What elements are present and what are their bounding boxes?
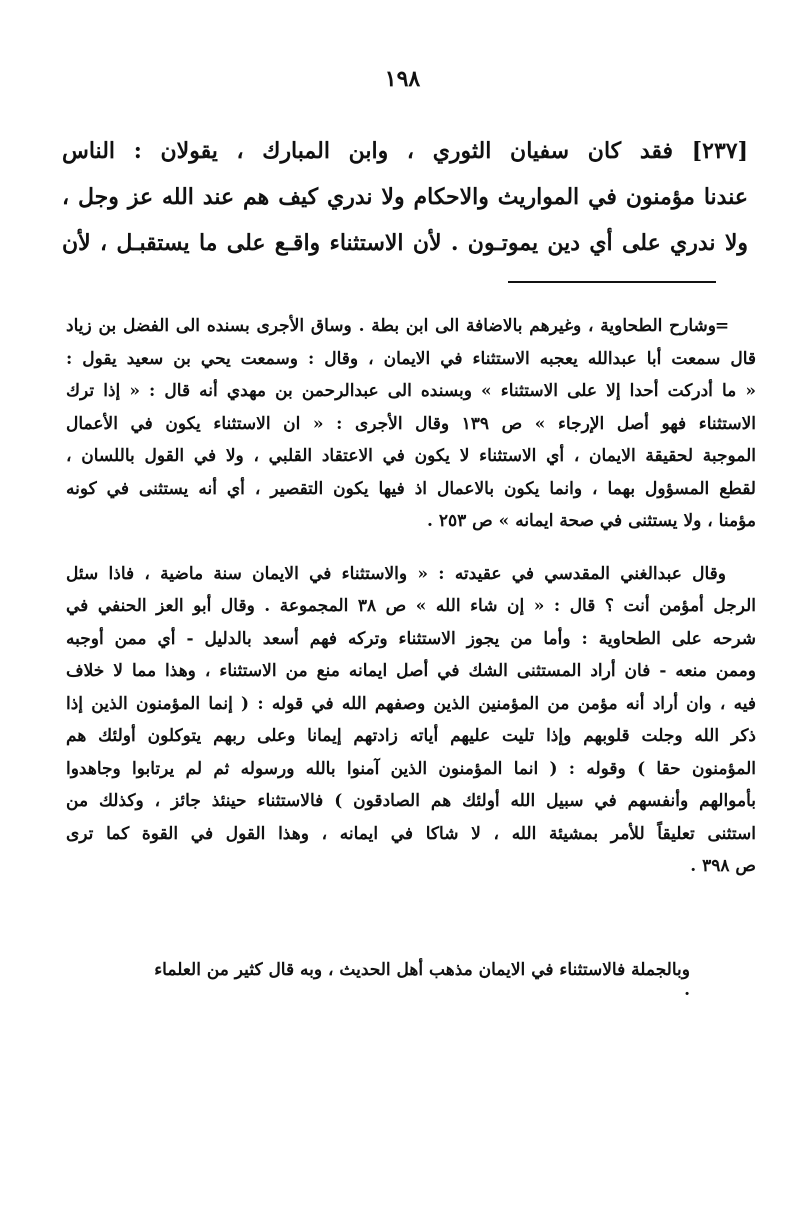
footnote-line: الاستثناء فهو أصل الإرجاء » ص ١٣٩ وقال الأجرى : « ان الاستثناء يكون في الأعمال — [66, 413, 756, 434]
footnote-paragraph-1 — [66, 310, 756, 343]
footnote-line: المؤمنون حقا ) وقوله : ( انما المؤمنون الذين آمنوا بالله ورسوله ثم لم يرتابوا وجاهدوا — [66, 758, 756, 779]
footnote-line: شرحه على الطحاوية : وأما من يجوز الاستثناء وتركه فهم أسعد بالدليل - أي ممن أوجبه — [66, 628, 756, 649]
main-text — [62, 128, 748, 266]
page-number: ١٩٨ — [384, 66, 421, 92]
footnote-paragraph-2 — [66, 558, 756, 883]
footnote-line: وقال عبدالغني المقدسي في عقيدته : « والاستثناء في الايمان سنة ماضية ، فاذا سئل — [66, 563, 726, 584]
footnote-line: « ما أدركت أحدا إلا على الاستثناء » وبسنده الى عبدالرحمن بن مهدي أنه قال : « إذا ترك — [66, 381, 756, 401]
footnote-line: مؤمنا ، ولا يستثنى في صحة ايمانه » ص ٢٥٣ . — [427, 511, 756, 531]
footnote-line: وممن منعه - فان أراد المستثنى الشك في أصل ايمانه منع من الاستثناء ، وهذا مما لا خلاف — [66, 661, 756, 681]
main-line: عندنا مؤمنون في المواريث والاحكام ولا ندري كيف هم عند الله عز وجل ، — [62, 184, 748, 210]
footnote-line: الموجبة لحقيقة الايمان ، أي الاستثناء لا يكون في الاعتقاد القلبي ، ولا في القول باللسان ، — [66, 446, 756, 466]
footnote-line: وشارح الطحاوية ، وغيرهم بالاضافة الى ابن بطة . وساق الأجرى بسنده الى الفضل بن زياد — [66, 316, 716, 336]
main-line: ولا ندري على أي دين يموتـون . لأن الاستثناء واقـع على ما يستقبـل ، لأن — [62, 230, 748, 256]
footnote-paragraph-1-cont — [66, 343, 756, 538]
footnote-line: استثنى تعليقاً للأمر بمشيئة الله ، لا شاكا في ايمانه ، وهذا القول في القوة كما ترى — [66, 823, 756, 844]
footnotes — [66, 310, 756, 883]
footnote-continuation-marker: = — [714, 316, 730, 336]
main-line: [٢٣٧] فقد كان سفيان الثوري ، وابن المبارك ، يقولان : الناس — [62, 138, 748, 164]
footnote-divider — [508, 281, 716, 283]
footnote-line: ص ٣٩٨ . — [690, 856, 756, 876]
footnote-line: قال سمعت أبا عبدالله يعجبه الاستثناء في الايمان ، وقال : وسمعت يحي بن سعيد يقول : — [66, 348, 756, 369]
footnote-closing-line: وبالجملة فالاستثناء في الايمان مذهب أهل الحديث ، وبه قال كثير من العلماء . — [154, 960, 690, 1000]
footnote-line: ذكر الله وجلت قلوبهم وإذا تليت عليهم أياته زادتهم إيمانا وعلى ربهم يتوكلون أولئك هم — [66, 726, 756, 746]
footnote-line: لقطع المسؤول بهما ، وانما يكون بالاعمال اذ فيها يكون التقصير ، أي أنه يستثنى في كونه — [66, 478, 756, 499]
footnote-line: فيه ، وان أراد أنه مؤمن من المؤمنين الذين وصفهم الله في قوله : ( إنما المؤمنون الذين إذا — [66, 693, 756, 714]
footnote-line: الرجل أمؤمن أنت ؟ قال : « إن شاء الله » ص ٣٨ المجموعة . وقال أبو العز الحنفي في — [66, 596, 756, 616]
footnote-line: بأموالهم وأنفسهم في سبيل الله أولئك هم الصادقون ) فالاستثناء حينئذ جائز ، وكذلك من — [66, 791, 756, 811]
